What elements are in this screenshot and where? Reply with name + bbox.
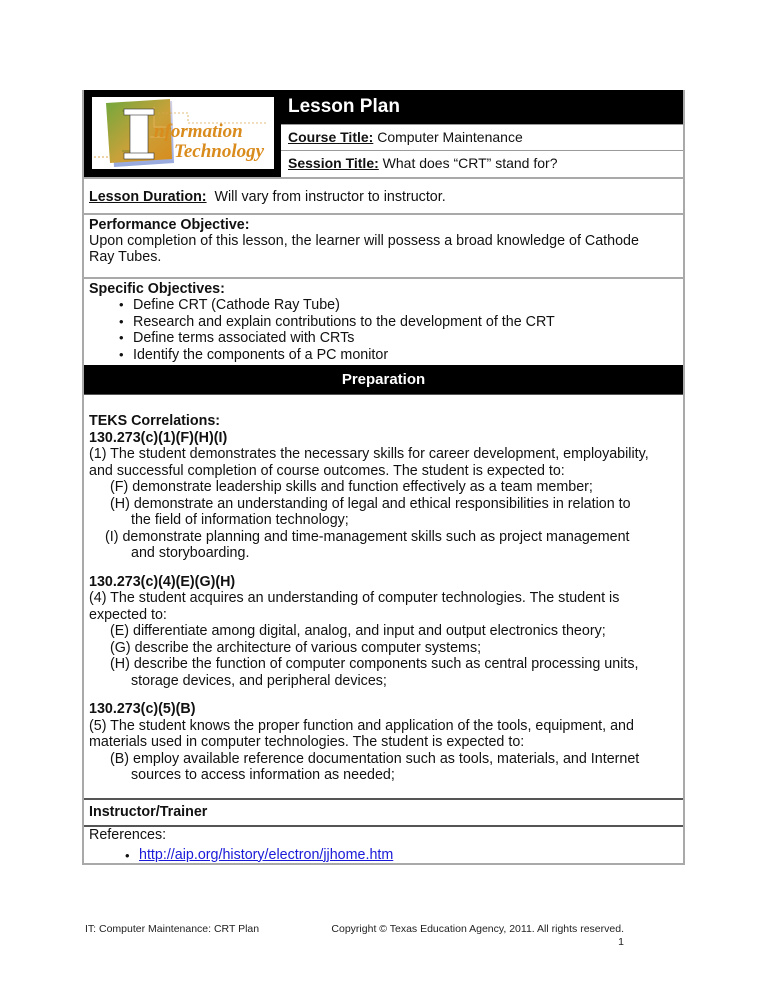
objective-item: • Define CRT (Cathode Ray Tube): [133, 297, 678, 314]
objective-item: • Research and explain contributions to the development of the CRT: [133, 314, 678, 331]
teks-block: [89, 413, 678, 562]
teks-item: (G) describe the architecture of various computer systems;: [110, 639, 482, 656]
specific-objectives-row: [84, 277, 683, 365]
specific-objectives-label: Specific Objectives:: [89, 281, 225, 297]
page-number: 1: [618, 936, 624, 948]
performance-objective-row: [84, 213, 683, 277]
instructor-trainer-header: Instructor/Trainer: [84, 798, 683, 825]
session-title-label: Session Title:: [288, 155, 379, 171]
session-title-value: What does “CRT” stand for?: [378, 155, 558, 171]
teks-intro: (5) The student knows the proper function and application of the tools, equipment, and materials used in computer technologies. The student is expected to:: [89, 717, 634, 750]
reference-item: [139, 847, 683, 864]
teks-correlations: [84, 394, 683, 798]
footer-copyright: [331, 923, 624, 949]
logo-cell: [84, 90, 281, 177]
teks-item: (B) employ available reference documentation such as tools, materials, and Internet sources to access information as needed;: [110, 750, 640, 783]
teks-item: (E) differentiate among digital, analog, and input and output electronics theory;: [110, 623, 606, 639]
copyright-text: Copyright © Texas Education Agency, 2011. All rights reserved.: [331, 923, 624, 935]
teks-block: [89, 701, 678, 784]
teks-intro: (1) The student demonstrates the necessary skills for career development, employability, and successful completion of course outcomes. The student is expected to:: [89, 446, 649, 479]
information-technology-logo: [92, 97, 274, 169]
references-label: References:: [89, 826, 167, 843]
logo-graphic-icon: [92, 97, 274, 169]
teks-item: (I) demonstrate planning and time-management skills such as project management and storyboarding.: [105, 528, 630, 561]
teks-label: TEKS Correlations:: [89, 413, 221, 429]
teks-code: 130.273(c)(1)(F)(H)(I): [89, 429, 228, 446]
lesson-plan-table: [82, 90, 685, 865]
header-details: [281, 90, 683, 177]
preparation-section-header: Preparation: [84, 365, 683, 394]
page-title: Lesson Plan: [281, 90, 683, 124]
references-list: [89, 847, 683, 864]
objective-item: • Identify the components of a PC monitor: [133, 347, 678, 364]
session-title-row: [281, 150, 683, 177]
lesson-duration-row: [84, 177, 683, 213]
teks-code: 130.273(c)(4)(E)(G)(H): [89, 573, 236, 590]
objectives-list: [89, 297, 678, 363]
footer-document-name: IT: Computer Maintenance: CRT Plan: [85, 923, 260, 935]
teks-item: (H) describe the function of computer components such as central processing units, storage devices, and peripheral devices;: [110, 656, 639, 689]
svg-text:Technology: Technology: [174, 141, 265, 162]
course-title-label: Course Title:: [288, 129, 374, 145]
course-title-row: [281, 124, 683, 150]
teks-item: (F) demonstrate leadership skills and function effectively as a team member;: [110, 479, 593, 495]
reference-link[interactable]: http://aip.org/history/electron/jjhome.htm: [139, 846, 394, 863]
svg-text:nformation: nformation: [154, 121, 243, 142]
teks-item: (H) demonstrate an understanding of legal and ethical responsibilities in relation to the field of information technology;: [110, 495, 631, 528]
duration-value: Will vary from instructor to instructor.: [206, 189, 446, 205]
performance-objective-text: Upon completion of this lesson, the learner will possess a broad knowledge of Cathode Ray Tubes.: [89, 233, 639, 265]
objective-item: • Define terms associated with CRTs: [133, 330, 678, 347]
teks-block: [89, 574, 678, 690]
teks-intro: (4) The student acquires an understanding of computer technologies. The student is expected to:: [89, 590, 620, 623]
teks-code: 130.273(c)(5)(B): [89, 701, 196, 717]
references-section: [84, 825, 683, 865]
plan-header: [84, 90, 683, 177]
performance-objective-label: Performance Objective:: [89, 217, 250, 233]
duration-label: Lesson Duration:: [89, 189, 207, 205]
course-title-value: Computer Maintenance: [373, 129, 523, 145]
